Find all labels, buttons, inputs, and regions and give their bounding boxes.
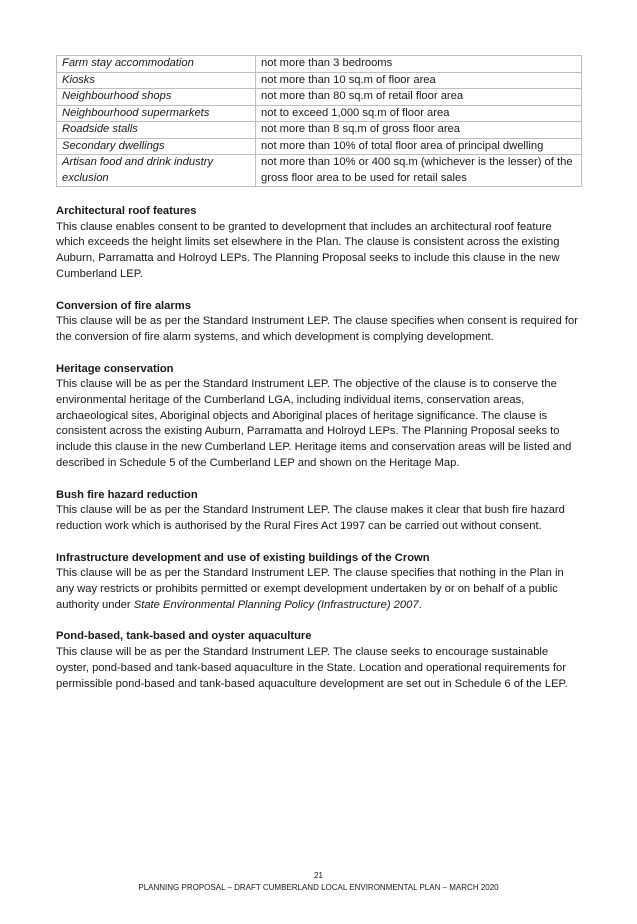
table-row — [57, 72, 582, 89]
section-aquaculture — [56, 629, 582, 692]
table-cell-limit: not more than 10% or 400 sq.m (whichever is the lesser) of the gross floor area to be used for retail sales — [256, 155, 582, 187]
section-infrastructure-development — [56, 551, 582, 614]
section-heading: Conversion of fire alarms — [56, 299, 191, 312]
table-row — [57, 56, 582, 73]
land-use-limits-table — [56, 55, 582, 187]
table-row — [57, 155, 582, 187]
page-number: 21 — [314, 871, 323, 880]
table-row — [57, 138, 582, 155]
table-cell-limit: not more than 10 sq.m of floor area — [256, 72, 582, 89]
section-body — [56, 566, 582, 613]
table-cell-use: Neighbourhood shops — [57, 89, 256, 106]
table-row — [57, 89, 582, 106]
section-heritage-conservation — [56, 362, 582, 472]
table-cell-limit: not to exceed 1,000 sq.m of floor area — [256, 105, 582, 122]
table-cell-limit: not more than 80 sq.m of retail floor area — [256, 89, 582, 106]
section-heading: Bush fire hazard reduction — [56, 488, 198, 501]
section-body-text: This clause will be as per the Standard Instrument LEP. The clause specifies that nothing in the Plan in any way restricts or prohibits permitted or exempt development undertaken by or on behalf of a public authority under — [56, 567, 564, 611]
section-body: This clause will be as per the Standard Instrument LEP. The clause seeks to encourage sustainable oyster, pond-based and tank-based aquaculture in the State. Location and operational requirements for permissible pond-based and tank-based aquaculture development are set out in Schedule 6 of the LEP. — [56, 646, 568, 690]
section-conversion-of-fire-alarms — [56, 299, 582, 346]
table-cell-use: Kiosks — [57, 72, 256, 89]
table-cell-use: Artisan food and drink industry exclusion — [57, 155, 256, 187]
table-cell-limit: not more than 8 sq.m of gross floor area — [256, 122, 582, 139]
document-page — [56, 55, 582, 692]
section-heading: Infrastructure development and use of existing buildings of the Crown — [56, 551, 430, 564]
section-body-end: . — [418, 598, 422, 611]
section-heading: Architectural roof features — [56, 205, 197, 217]
table-row — [57, 105, 582, 122]
table-cell-limit: not more than 3 bedrooms — [256, 56, 582, 73]
table-cell-limit: not more than 10% of total floor area of principal dwelling — [256, 138, 582, 155]
section-body: This clause will be as per the Standard Instrument LEP. The objective of the clause is to conserve the environmental heritage of the Cumberland LGA, including individual items, conservation areas, archaeological sites, Aboriginal objects and Aboriginal places of heritage significance. The clause is consistent across the existing Auburn, Parramatta and Holroyd LEPs. The Planning Proposal seeks to include this clause in the new Cumberland LEP. Heritage items and conservation areas will be listed and described in Schedule 5 of the Cumberland LEP and shown on the Heritage Map. — [56, 378, 572, 469]
section-architectural-roof-features — [56, 204, 582, 283]
section-heading: Heritage conservation — [56, 362, 174, 375]
footer-title: PLANNING PROPOSAL – DRAFT CUMBERLAND LOCAL ENVIRONMENTAL PLAN – MARCH 2020 — [138, 883, 499, 892]
section-bush-fire-hazard-reduction — [56, 488, 582, 535]
table-row — [57, 122, 582, 139]
table-cell-use: Farm stay accommodation — [57, 56, 256, 73]
table-cell-use: Secondary dwellings — [57, 138, 256, 155]
section-body-policy-title: State Environmental Planning Policy (Infrastructure) 2007 — [133, 598, 419, 611]
section-body: This clause will be as per the Standard Instrument LEP. The clause specifies when consent is required for the conversion of fire alarm systems, and which development is complying development. — [56, 315, 578, 343]
page-footer — [0, 870, 637, 894]
section-body: This clause will be as per the Standard Instrument LEP. The clause makes it clear that bush fire hazard reduction work which is authorised by the Rural Fires Act 1997 can be carried out without consent. — [56, 504, 565, 532]
table-cell-use: Roadside stalls — [57, 122, 256, 139]
section-body: This clause enables consent to be granted to development that includes an architectural roof feature which exceeds the height limits set elsewhere in the Plan. The clause is consistent across the existing Auburn, Parramatta and Holroyd LEPs. The Planning Proposal seeks to include this clause in the new Cumberland LEP. — [56, 220, 560, 280]
table-cell-use: Neighbourhood supermarkets — [57, 105, 256, 122]
section-heading: Pond-based, tank-based and oyster aquaculture — [56, 630, 312, 643]
